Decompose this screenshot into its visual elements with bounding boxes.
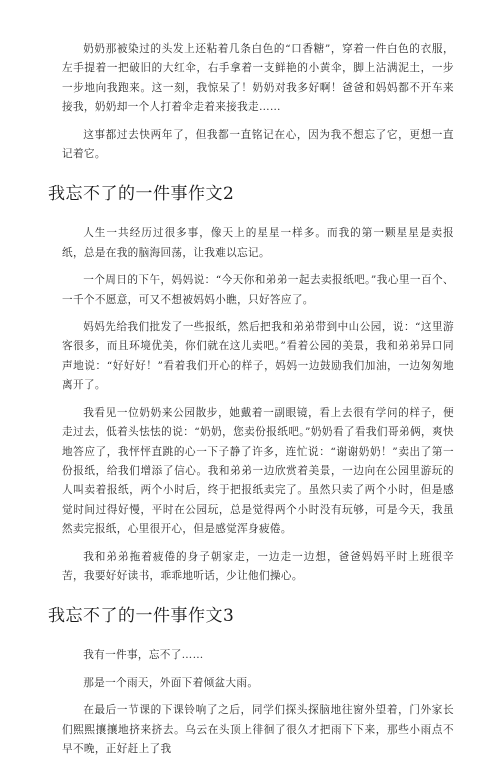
paragraph-rainy-day: 那是一个雨天，外面下着倾盆大雨。	[83, 676, 259, 689]
paragraph-last-class: 在最后一节课的下课铃响了之后，同学们探头探脑地往窗外望着，门外家长们熙熙攘攘地挤来挤去。乌云在头顶上徘徊了很久才把雨下下来，那些小雨点不早不晚，正好赶上了我	[62, 704, 454, 755]
paragraph-one-thing: 我有一件事，忘不了……	[83, 649, 204, 662]
paragraph-stars: 人生一共经历过很多事，像天上的星星一样多。而我的第一颗星星是卖报纸，总是在我的脑海回荡，让我难以忘记。	[62, 227, 454, 259]
paragraph-remember: 这事都过去快两年了，但我都一直铭记在心，因为我不想忘了它，更想一直记着它。	[62, 128, 454, 161]
essay-2-title: 我忘不了的一件事作文2	[48, 184, 235, 205]
paragraph-park: 妈妈先给我们批发了一些报纸，然后把我和弟弟带到中山公园，说：“这里游客很多，而且环境优美，你们就在这儿卖吧。”看着公园的美景，我和弟弟异口同声地说：“好好好！”看着我们开心的样子，妈妈一边鼓励我们加油，一边匆匆地离开了。	[62, 321, 454, 392]
document-body	[48, 40, 454, 767]
paragraph-walk-home: 我和弟弟拖着疲倦的身子朝家走，一边走一边想，爸爸妈妈平时上班很辛苦，我要好好读书，乖乖地听话，少让他们操心。	[62, 550, 454, 582]
paragraph-grandma-umbrella: 奶奶那被染过的头发上还粘着几条白色的“口香糖”，穿着一件白色的衣服，左手提着一把破旧的大红伞，右手拿着一支鲜艳的小黄伞，脚上沾满泥土，一步一步地向我跑来。这一刻，我惊呆了！奶奶对我多好啊！爸爸和妈妈都不开车来接我，奶奶却一个人打着伞走着来接我走……	[62, 43, 454, 114]
paragraph-first-sale: 我看见一位奶奶来公园散步，她戴着一副眼镜，看上去很有学问的样子，便走过去，低着头怯怯的说：“奶奶，您卖份报纸吧。”奶奶看了看我们哥弟俩，爽快地答应了，我怦怦直跳的心一下子静了许多，连忙说：“谢谢奶奶！”卖出了第一份报纸，给我们增添了信心。我和弟弟一边欣赏着美景，一边向在公园里游玩的人叫卖着报纸，两个小时后，终于把报纸卖完了。虽然只卖了两个小时，但是感觉时间过得好慢，平时在公园玩，总是觉得两个小时没有玩够，可是今天，我虽然卖完报纸，心里很开心，但是感觉浑身疲倦。	[62, 406, 454, 536]
paragraph-sunday: 一个周日的下午，妈妈说：“今天你和弟弟一起去卖报纸吧。”我心里一百个、一千个不愿意，可又不想被妈妈小瞧，只好答应了。	[62, 274, 454, 306]
essay-3-title: 我忘不了的一件事作文3	[48, 606, 235, 627]
